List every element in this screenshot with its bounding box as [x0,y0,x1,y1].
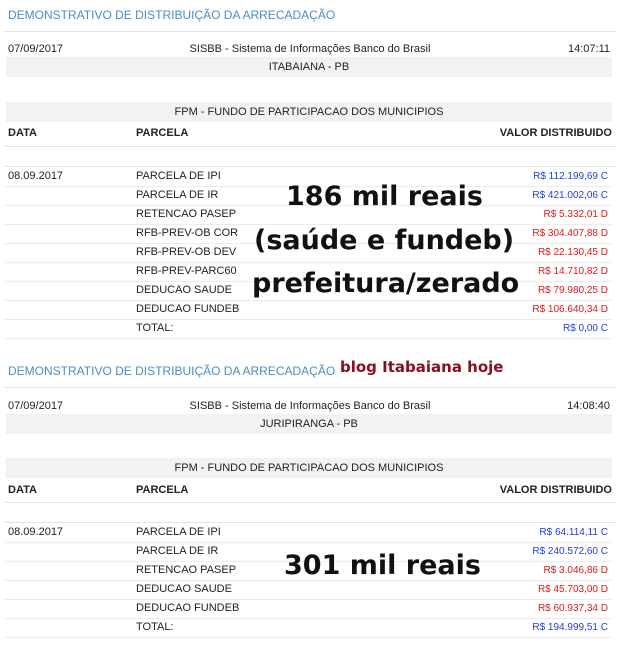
report-date: 07/09/2017 [8,43,64,55]
row-value: R$ 421.002,06 C [532,190,608,201]
blog-tag: blog Itabaiana hoje [340,358,504,376]
row-value: R$ 304.407,88 D [532,228,608,239]
row-parcel: DEDUCAO FUNDEB [136,303,240,315]
col-parcel: PARCELA [136,484,189,496]
row-parcel: DEDUCAO SAUDE [136,284,232,296]
row-parcel: PARCELA DE IPI [136,526,221,538]
divider [4,31,616,32]
overlay-line: 186 mil reais [286,181,483,212]
table-row [4,599,612,619]
row-parcel: PARCELA DE IR [136,189,219,201]
row-parcel: RETENCAO PASEP [136,564,237,576]
table-row [4,580,612,600]
divider [4,502,616,503]
report-time: 14:07:11 [567,43,610,55]
col-date: DATA [8,127,37,139]
overlay-line: 301 mil reais [284,550,481,581]
row-value: R$ 64.114,11 C [539,527,608,538]
row-value: R$ 60.937,34 D [537,603,608,614]
row-parcel: TOTAL: [136,322,174,334]
row-value: R$ 14.710,82 D [537,266,608,277]
row-parcel: RFB-PREV-PARC60 [136,265,237,277]
report-title: DEMONSTRATIVO DE DISTRIBUIÇÃO DA ARRECADAÇÃO [8,364,336,378]
table-row [4,618,612,638]
fund-name: FPM - FUNDO DE PARTICIPACAO DOS MUNICIPIOS [174,462,444,474]
col-date: DATA [8,484,37,496]
system-name: SISBB - Sistema de Informações Banco do Brasil [189,400,431,412]
row-parcel: DEDUCAO FUNDEB [136,602,240,614]
row-date: 08.09.2017 [8,526,64,538]
table-row [4,523,612,543]
row-value: R$ 240.572,60 C [532,546,608,557]
municipality-name: JURIPIRANGA - PB [260,418,358,430]
row-parcel: RETENCAO PASEP [136,208,237,220]
system-name: SISBB - Sistema de Informações Banco do Brasil [189,43,431,55]
row-parcel: PARCELA DE IR [136,545,219,557]
col-value: VALOR DISTRIBUIDO [499,484,612,496]
row-value: R$ 0,00 C [562,323,608,334]
row-parcel: RFB-PREV-OB DEV [136,246,237,258]
row-parcel: PARCELA DE IPI [136,170,221,182]
row-value: R$ 45.703,00 D [537,584,608,595]
col-value: VALOR DISTRIBUIDO [499,127,612,139]
fund-band [6,102,612,122]
report-time: 14:08:40 [567,400,610,412]
row-value: R$ 79.980,25 D [537,285,608,296]
overlay-line: (saúde e fundeb) [254,225,515,256]
municipality-name: ITABAIANA - PB [268,61,350,73]
municipality-band [6,414,612,434]
row-parcel: DEDUCAO SAUDE [136,583,232,595]
fund-name: FPM - FUNDO DE PARTICIPACAO DOS MUNICIPIOS [174,106,444,118]
report-title: DEMONSTRATIVO DE DISTRIBUIÇÃO DA ARRECADAÇÃO [8,8,336,22]
table-row [4,319,612,339]
report-date: 07/09/2017 [8,400,64,412]
divider [4,146,616,147]
col-parcel: PARCELA [136,127,189,139]
row-value: R$ 194.999,51 C [532,622,608,633]
row-date: 08.09.2017 [8,170,64,182]
row-parcel: TOTAL: [136,621,174,633]
overlay-line: prefeitura/zerado [252,268,520,299]
fund-band [6,458,612,478]
row-value: R$ 112.199,69 C [533,171,608,182]
row-value: R$ 5.332,01 D [543,209,608,220]
divider [4,387,616,388]
row-value: R$ 3.046,86 D [543,565,608,576]
row-value: R$ 106.640,34 D [532,304,608,315]
municipality-band [6,57,612,77]
table-row [4,300,612,320]
row-value: R$ 22.130,45 D [537,247,608,258]
row-parcel: RFB-PREV-OB COR [136,227,239,239]
report-juripiranga [0,352,620,646]
